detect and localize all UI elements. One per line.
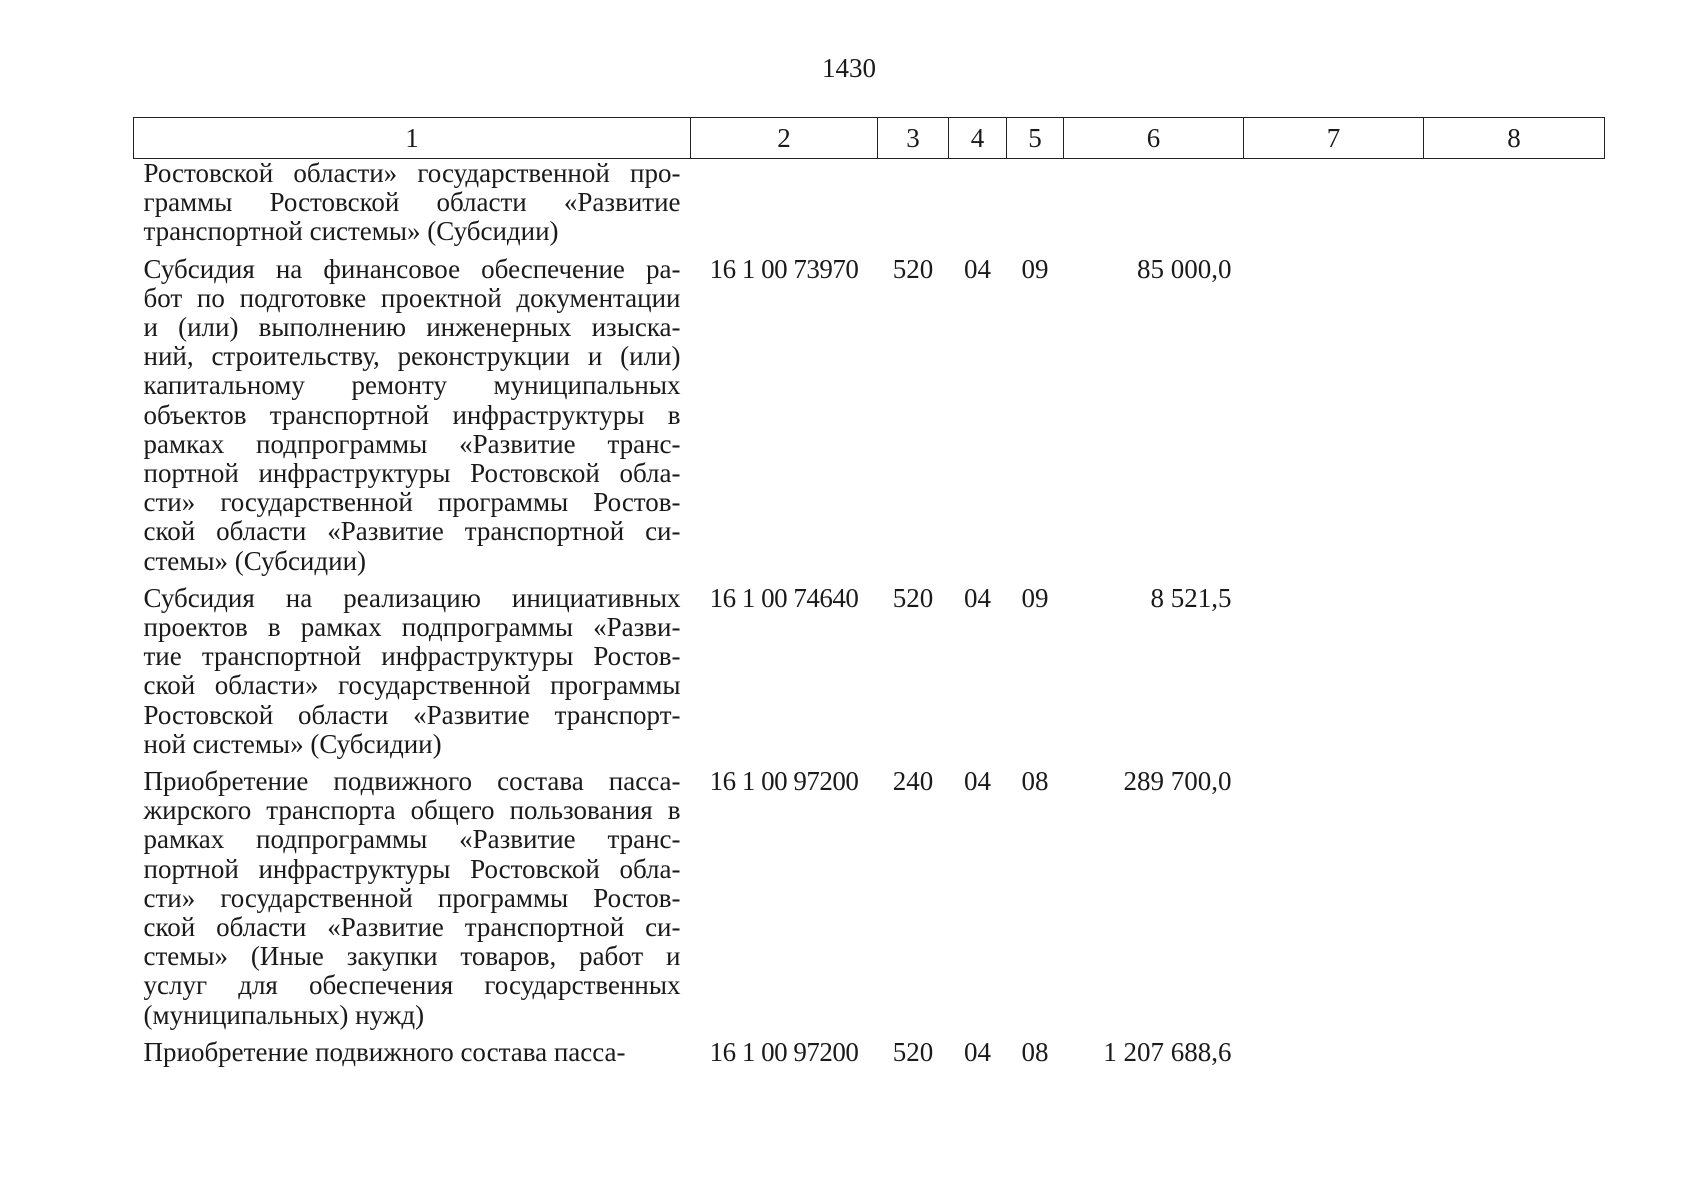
row-col8 [1424,767,1605,1038]
row-expense-type: 520 [892,1036,934,1067]
row-section: 04 [964,766,991,797]
table-header [134,118,1605,159]
description-line: рамках подпрограммы «Развитие транс- [143,428,681,459]
row-amount: 289 700,0 [1123,766,1232,797]
table-row [134,1038,1605,1075]
description-line: стемы» (Субсидии) [143,545,367,576]
row-col7 [1244,584,1424,767]
row-description [134,159,691,255]
row-subsection: 08 [1021,766,1049,797]
description-line: сти» государственной программы Ростов- [143,882,681,913]
table-body [134,159,1605,1076]
table-row [134,255,1605,584]
row-col7 [1244,255,1424,584]
description-line: тие транспортной инфраструктуры Ростов- [143,641,681,672]
description-line: сти» государственной программы Ростов- [143,487,681,518]
description-line: стемы» (Иные закупки товаров, работ и [143,941,681,972]
description-line: ной системы» (Субсидии) [143,728,442,759]
row-section [949,159,1007,255]
row-subsection: 09 [1021,253,1049,284]
header-col-7: 7 [1244,118,1424,159]
row-code [691,159,878,255]
row-amount: 1 207 688,6 [1103,1036,1232,1067]
row-col8 [1424,584,1605,767]
budget-table [133,117,1605,1075]
row-subsection: 09 [1021,582,1049,613]
description-line: Приобретение подвижного состава пасса- [143,1036,626,1067]
description-line: жирского транспорта общего пользования в [143,795,681,826]
row-subsection [1007,159,1064,255]
description-line: Ростовской области «Развитие транспорт- [143,699,681,730]
description-line: граммы Ростовской области «Развитие [143,187,681,218]
description-line: транспортной системы» (Субсидии) [143,216,559,247]
description-line: рамках подпрограммы «Развитие транс- [143,824,681,855]
row-code: 16 1 00 73970 [709,253,859,284]
row-description [134,1038,691,1075]
description-line: услуг для обеспечения государственных [143,970,681,1001]
description-line: Субсидия на реализацию инициативных [143,582,681,613]
header-col-5: 5 [1007,118,1064,159]
description-line: ской области «Развитие транспортной си- [143,516,681,547]
header-col-2: 2 [691,118,878,159]
page-number: 1430 [822,53,876,83]
description-line: Субсидия на финансовое обеспечение ра- [143,253,681,284]
row-subsection: 08 [1021,1036,1049,1067]
row-section: 04 [964,582,991,613]
description-line: ской области» государственной программы [143,670,681,701]
row-amount: 8 521,5 [1150,582,1232,613]
row-col7 [1244,767,1424,1038]
row-code: 16 1 00 97200 [709,766,859,797]
header-col-8: 8 [1424,118,1605,159]
description-line: проектов в рамках подпрограммы «Разви- [143,612,681,643]
row-col8 [1424,159,1605,255]
header-col-4: 4 [949,118,1007,159]
description-line: портной инфраструктуры Ростовской обла- [143,458,681,489]
description-line: бот по подготовке проектной документации [143,282,681,313]
row-description [134,767,691,1038]
description-line: (муниципальных) нужд) [143,999,425,1030]
row-section: 04 [964,253,991,284]
header-col-3: 3 [878,118,949,159]
table-row [134,767,1605,1038]
row-col7 [1244,1038,1424,1075]
row-col7 [1244,159,1424,255]
description-line: Ростовской области» государственной про- [143,158,681,188]
header-row [134,118,1605,159]
row-section: 04 [964,1036,991,1067]
row-code: 16 1 00 74640 [709,582,859,613]
table-row [134,159,1605,255]
row-expense-type: 520 [892,582,934,613]
description-line: портной инфраструктуры Ростовской обла- [143,853,681,884]
description-line: капитальному ремонту муниципальных [143,370,681,401]
description-line: ний, строительству, реконструкции и (или) [143,341,681,372]
row-code: 16 1 00 97200 [709,1036,859,1067]
row-amount: 85 000,0 [1137,253,1232,284]
header-col-6: 6 [1064,118,1244,159]
row-expense-type: 240 [892,766,934,797]
description-line: и (или) выполнению инженерных изыска- [143,312,681,343]
row-expense-type: 520 [892,253,934,284]
row-description [134,584,691,767]
row-expense-type [878,159,949,255]
row-col8 [1424,1038,1605,1075]
header-col-1: 1 [134,118,691,159]
description-line: объектов транспортной инфраструктуры в [143,399,681,430]
row-col8 [1424,255,1605,584]
table-row [134,584,1605,767]
row-description [134,255,691,584]
description-line: Приобретение подвижного состава пасса- [143,766,681,797]
row-amount [1064,159,1244,255]
description-line: ской области «Развитие транспортной си- [143,912,681,943]
